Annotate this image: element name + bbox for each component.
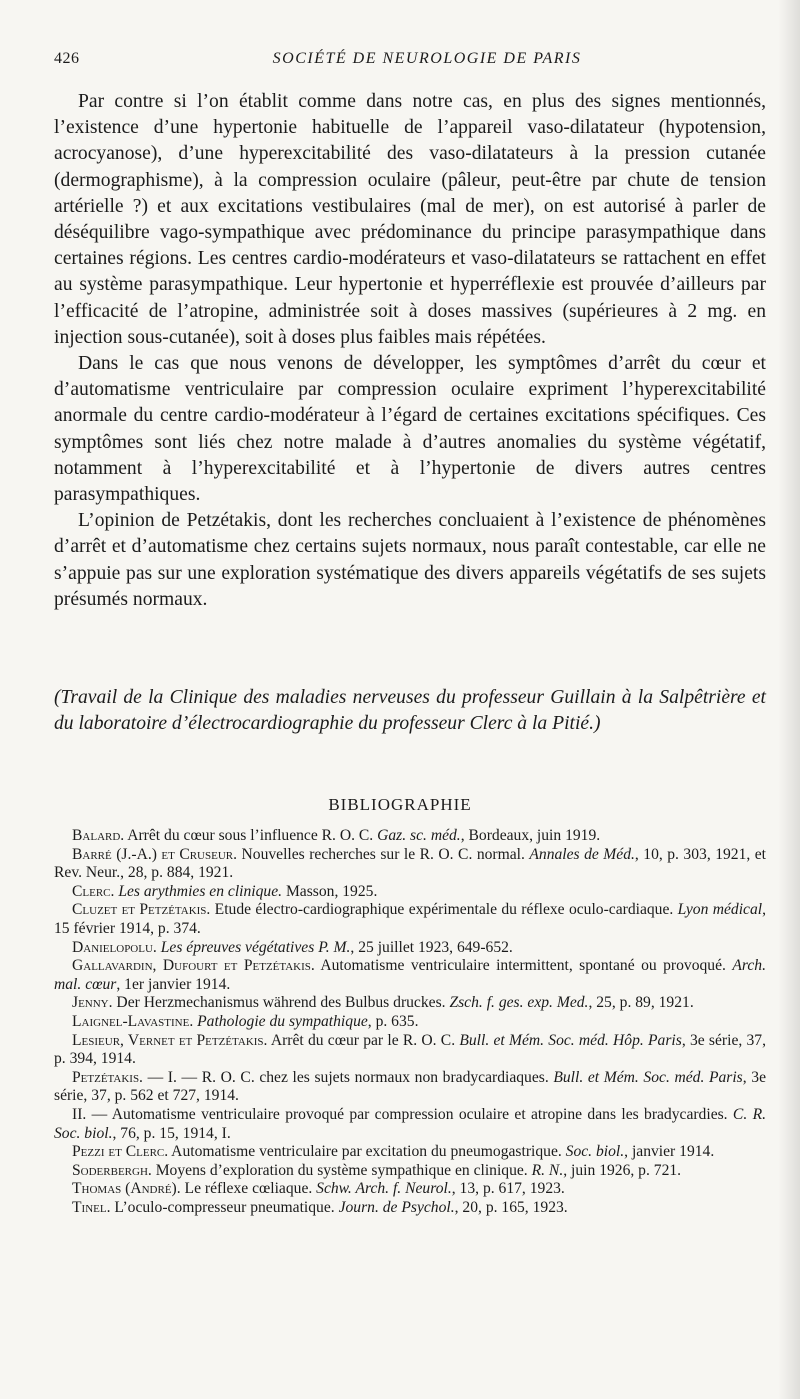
ref-source: Bull. et Mém. Soc. méd. Paris xyxy=(553,1068,743,1086)
ref-source: Pathologie du sympathique xyxy=(197,1012,368,1030)
ref-details: , 25 juillet 1923, 649-652. xyxy=(350,938,513,956)
ref-source: R. N. xyxy=(531,1161,564,1179)
ref-author: Thomas (André). xyxy=(72,1180,181,1198)
bibliography-entry xyxy=(54,1069,766,1106)
bibliography-list xyxy=(54,827,766,1217)
ref-source: Les arythmies en clinique. xyxy=(118,882,283,900)
ref-details: , p. 635. xyxy=(367,1012,419,1030)
ref-author: Gallavardin, Dufourt et Petzétakis. xyxy=(72,957,315,975)
ref-author: Danielopolu. xyxy=(72,938,157,956)
bibliography-entry xyxy=(54,846,766,883)
ref-source: C. R. Soc. biol. xyxy=(54,1105,766,1142)
ref-details: , 3e série, 37, p. 562 et 727, 1914. xyxy=(54,1068,767,1105)
ref-author: Jenny. xyxy=(72,994,113,1012)
bibliography-entry xyxy=(54,1032,766,1069)
bibliography-entry xyxy=(54,1180,766,1199)
page-number: 426 xyxy=(54,50,80,67)
ref-source: Annales de Méd. xyxy=(529,845,635,863)
ref-source: Journ. de Psychol. xyxy=(338,1198,455,1216)
paragraph: Par contre si l’on établit comme dans notre cas, en plus des signes mentionnés, l’existence d’une hypertonie habituelle de l’appareil vaso-dilatateur (hypotension, acrocyanose), d’une hyperexcitabilité des vaso-dilatateurs à la pression cutanée (dermographisme), à la compression oculaire (pâleur, peut-être par chute de tension artérielle ?) et aux excitations vestibulaires (mal de mer), on est autorisé à parler de déséquilibre vago-sympathique avec prédominance du principe parasympathique dans certaines régions. Les centres cardio-modérateurs et vaso-dilatateurs se rattachent en effet au système parasympathique. Leur hypertonie et hyperréflexie est prouvée d’ailleurs par l’efficacité de l’atropine, administrée soit à doses massives (supérieures à 2 mg. en injection sous-cutanée), soit à doses plus faibles mais répétées. xyxy=(54,91,766,348)
ref-details: , 1er janvier 1914. xyxy=(116,975,231,993)
ref-source: Les épreuves végétatives P. M. xyxy=(160,938,351,956)
ref-author: Petzétakis. xyxy=(72,1068,143,1086)
ref-text: Automatisme ventriculaire intermittent, spontané ou provoqué. xyxy=(314,957,733,975)
ref-details: , 76, p. 15, 1914, I. xyxy=(112,1124,231,1142)
running-title: SOCIÉTÉ DE NEUROLOGIE DE PARIS xyxy=(272,50,582,67)
paragraph: L’opinion de Petzétakis, dont les recherches concluaient à l’existence de phénomènes d’arrêt et d’automatisme chez certains sujets normaux, nous paraît contestable, car elle ne s’appuie pas sur une exploration systématique des divers appareils végétatifs de ses sujets présumés normaux. xyxy=(54,510,766,610)
ref-source: Arch. mal. cœur xyxy=(54,957,766,993)
ref-author: Pezzi et Clerc. xyxy=(72,1143,169,1161)
ref-source: Lyon médical xyxy=(677,901,763,919)
ref-details: , 3e série, 37, p. 394, 1914. xyxy=(54,1031,766,1068)
ref-source: Gaz. sc. méd. xyxy=(377,827,461,844)
ref-author: Laignel-Lavastine. xyxy=(72,1012,194,1030)
ref-text: Arrêt du cœur sous l’influence R. O. C. xyxy=(124,827,378,844)
ref-details: , 20, p. 165, 1923. xyxy=(454,1198,568,1216)
bibliography-entry xyxy=(54,1106,766,1143)
ref-text: Moyens d’exploration du système sympathique en clinique. xyxy=(151,1161,532,1179)
ref-details: , 13, p. 617, 1923. xyxy=(451,1180,565,1198)
ref-author: Tinel. xyxy=(72,1198,111,1216)
ref-details: , 15 février 1914, p. 374. xyxy=(54,901,766,937)
ref-author: Balard. xyxy=(72,827,125,844)
paragraph: Dans le cas que nous venons de développer, les symptômes d’arrêt du cœur et d’automatisme ventriculaire par compression oculaire expriment l’hyperexcitabilité anormale du centre cardio-modérateur à l’égard de certaines excitations spécifiques. Ces symptômes sont liés chez notre malade à d’autres anomalies du système végétatif, notamment à l’hyperexcitabilité et à l’hypertonie de divers autres centres parasympathiques. xyxy=(54,353,766,506)
bibliography-entry xyxy=(54,1013,766,1032)
body-text xyxy=(54,89,766,613)
ref-text: Automatisme ventriculaire par excitation du pneumogastrique. xyxy=(168,1143,566,1161)
ref-author: Lesieur, Vernet et Petzétakis. xyxy=(72,1031,268,1049)
bibliography-entry xyxy=(54,883,766,902)
ref-author: Clerc. xyxy=(72,882,115,900)
bibliography-entry xyxy=(54,994,766,1013)
ref-details: , 25, p. 89, 1921. xyxy=(588,994,694,1012)
ref-text: Der Herzmechanismus während des Bulbus druckes. xyxy=(112,994,450,1012)
ref-source: Schw. Arch. f. Neurol. xyxy=(316,1180,452,1198)
ref-source: Soc. biol. xyxy=(565,1143,625,1161)
bibliography-entry xyxy=(54,827,766,846)
bibliography-entry xyxy=(54,957,766,994)
ref-details: , janvier 1914. xyxy=(624,1143,715,1161)
ref-details: , 10, p. 303, 1921, et Rev. Neur., 28, p. 884, 1921. xyxy=(54,845,767,882)
ref-details: , juin 1926, p. 721. xyxy=(563,1161,682,1179)
bibliography-entry xyxy=(54,1199,766,1218)
ref-details: , Bordeaux, juin 1919. xyxy=(460,827,601,844)
ref-text: — I. — R. O. C. chez les sujets normaux non bradycardiaques. xyxy=(142,1068,554,1086)
ref-text: Le réflexe cœliaque. xyxy=(180,1180,317,1198)
page-header xyxy=(54,50,760,72)
ref-author: Cluzet et Petzétakis. xyxy=(72,901,211,919)
ref-text: Nouvelles recherches sur le R. O. C. normal. xyxy=(237,845,530,863)
ref-details: Masson, 1925. xyxy=(282,882,378,900)
ref-author: Soderbergh. xyxy=(72,1161,152,1179)
bibliography-entry xyxy=(54,939,766,958)
work-credit: (Travail de la Clinique des maladies nerveuses du professeur Guillain à la Salpêtrière et du laboratoire d’électrocardiographie du professeur Clerc à la Pitié.) xyxy=(54,687,766,735)
ref-text: Arrêt du cœur par le R. O. C. xyxy=(267,1031,460,1049)
ref-text: II. — Automatisme ventriculaire provoqué par compression oculaire et atropine dans les bradycardies. xyxy=(72,1105,733,1123)
bibliography-entry xyxy=(54,1143,766,1162)
bibliography-heading: BIBLIOGRAPHIE xyxy=(328,795,472,814)
bibliography-entry xyxy=(54,901,766,938)
ref-text: Etude électro-cardiographique expérimentale du réflexe oculo-cardiaque. xyxy=(210,901,678,919)
ref-text: L’oculo-compresseur pneumatique. xyxy=(110,1198,339,1216)
bibliography-entry xyxy=(54,1162,766,1181)
ref-author: Barré (J.-A.) et Cruseur. xyxy=(72,845,238,863)
ref-source: Bull. et Mém. Soc. méd. Hôp. Paris xyxy=(459,1031,682,1049)
page-edge-shadow xyxy=(778,0,800,1399)
ref-source: Zsch. f. ges. exp. Med. xyxy=(449,994,589,1012)
